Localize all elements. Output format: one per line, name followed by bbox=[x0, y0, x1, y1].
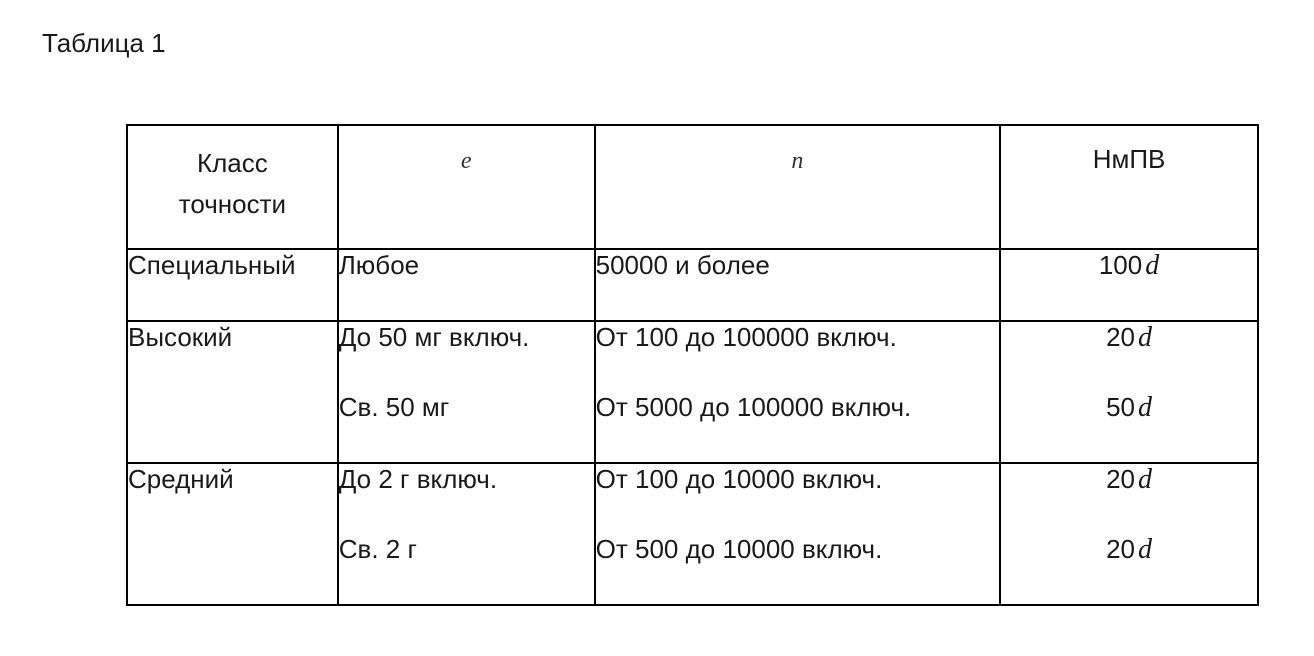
e-range: До 2 г включ. bbox=[338, 464, 498, 494]
n-range: От 100 до 10000 включ. bbox=[595, 464, 883, 494]
header-e-symbol: e bbox=[460, 148, 472, 174]
cell-nmpv bbox=[1000, 249, 1258, 321]
nmpv-number: 20 bbox=[1106, 464, 1135, 494]
class-name: Средний bbox=[128, 464, 234, 494]
n-range: От 100 до 100000 включ. bbox=[595, 322, 897, 352]
cell-n bbox=[595, 463, 1000, 605]
cell-nmpv bbox=[1000, 463, 1258, 605]
cell-class bbox=[127, 249, 338, 321]
cell-n bbox=[595, 321, 1000, 463]
nmpv-number: 20 bbox=[1106, 534, 1135, 564]
nmpv-unit: d bbox=[1137, 534, 1152, 565]
nmpv-value bbox=[1001, 534, 1257, 604]
nmpv-value bbox=[1001, 464, 1257, 534]
nmpv-number: 50 bbox=[1106, 392, 1135, 422]
class-name: Высокий bbox=[128, 322, 233, 352]
cell-e bbox=[338, 463, 595, 605]
nmpv-value bbox=[1001, 392, 1257, 462]
table-row bbox=[127, 249, 1258, 321]
cell-e bbox=[338, 321, 595, 463]
cell-nmpv bbox=[1000, 321, 1258, 463]
nmpv-number: 20 bbox=[1106, 322, 1135, 352]
n-range: От 5000 до 100000 включ. bbox=[595, 392, 912, 422]
cell-e bbox=[338, 249, 595, 321]
header-n-symbol: n bbox=[791, 148, 804, 174]
n-range: 50000 и более bbox=[595, 250, 770, 280]
nmpv-value bbox=[1001, 250, 1257, 320]
e-range: Св. 50 мг bbox=[338, 392, 450, 422]
nmpv-unit: d bbox=[1137, 392, 1152, 423]
header-class-line1: Класс bbox=[196, 148, 268, 178]
table-header-row bbox=[127, 125, 1258, 249]
header-n bbox=[595, 125, 1000, 249]
table-caption: Таблица 1 bbox=[42, 28, 166, 58]
nmpv-unit: d bbox=[1145, 250, 1160, 281]
header-nmpv: НмПВ bbox=[1000, 125, 1258, 249]
n-range: От 500 до 10000 включ. bbox=[595, 534, 883, 564]
nmpv-unit: d bbox=[1137, 322, 1152, 353]
cell-class bbox=[127, 321, 338, 463]
header-class-line2: точности bbox=[178, 189, 287, 219]
e-range: До 50 мг включ. bbox=[338, 322, 530, 352]
header-class bbox=[127, 125, 338, 249]
nmpv-unit: d bbox=[1137, 464, 1152, 495]
nmpv-value bbox=[1001, 322, 1257, 392]
nmpv-number: 100 bbox=[1098, 250, 1143, 280]
class-name: Специальный bbox=[128, 250, 296, 280]
cell-n bbox=[595, 249, 1000, 321]
e-range: Св. 2 г bbox=[338, 534, 417, 564]
cell-class bbox=[127, 463, 338, 605]
table-row bbox=[127, 463, 1258, 605]
header-e bbox=[338, 125, 595, 249]
e-range: Любое bbox=[338, 250, 420, 280]
table-row bbox=[127, 321, 1258, 463]
accuracy-class-table bbox=[126, 124, 1259, 606]
